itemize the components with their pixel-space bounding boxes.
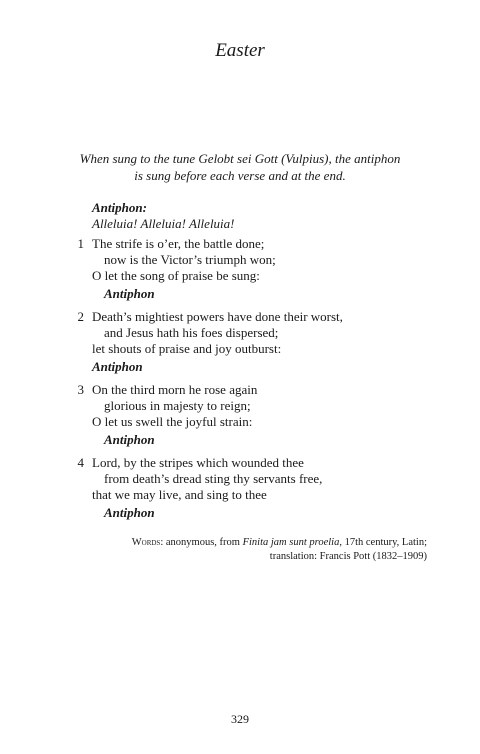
verse-number: 2 [77,309,84,324]
verse-line: Death’s mightiest powers have done their worst, [92,309,343,324]
antiphon-text: Alleluia! Alleluia! Alleluia! [92,216,235,231]
verse-line: now is the Victor’s triumph won; [104,252,276,267]
credit-source-title: Finita jam sunt proelia [242,537,340,548]
verse-line: let shouts of praise and joy outburst: [92,341,282,356]
antiphon-refrain: Antiphon [92,359,143,374]
page-title: Easter [215,40,265,61]
page-number: 329 [231,712,249,726]
verse-number: 4 [77,455,84,470]
antiphon-refrain: Antiphon [104,505,155,520]
credit-words-line [0,536,427,550]
verse-line: O let the song of praise be sung: [92,268,260,283]
verse-line: Lord, by the stripes which wounded thee [92,455,304,470]
credit-words-label: Words [131,537,161,548]
credit [0,536,427,564]
credit-words-text-a: : anonymous, from [160,537,243,548]
verse-line: The strife is o’er, the battle done; [92,236,265,251]
credit-words-text-b: , 17th century, Latin; [339,537,427,548]
intro-line-1: When sung to the tune Gelobt sei Gott (Vulpius), the antiphon [79,151,401,166]
verse-line: On the third morn he rose again [92,382,258,397]
antiphon-label: Antiphon: [92,200,147,215]
verse-line: glorious in majesty to reign; [104,398,251,413]
credit-translation: translation: Francis Pott (1832–1909) [269,551,427,562]
antiphon-refrain: Antiphon [104,432,155,447]
verse-line: that we may live, and sing to thee [92,487,267,502]
intro-line-2: is sung before each verse and at the end. [134,168,346,183]
antiphon-refrain: Antiphon [104,286,155,301]
verse-number: 1 [77,236,84,251]
verse-number: 3 [77,382,84,397]
verse-line: from death’s dread sting thy servants free, [104,471,323,486]
verse-line: and Jesus hath his foes dispersed; [104,325,279,340]
verse-line: O let us swell the joyful strain: [92,414,253,429]
